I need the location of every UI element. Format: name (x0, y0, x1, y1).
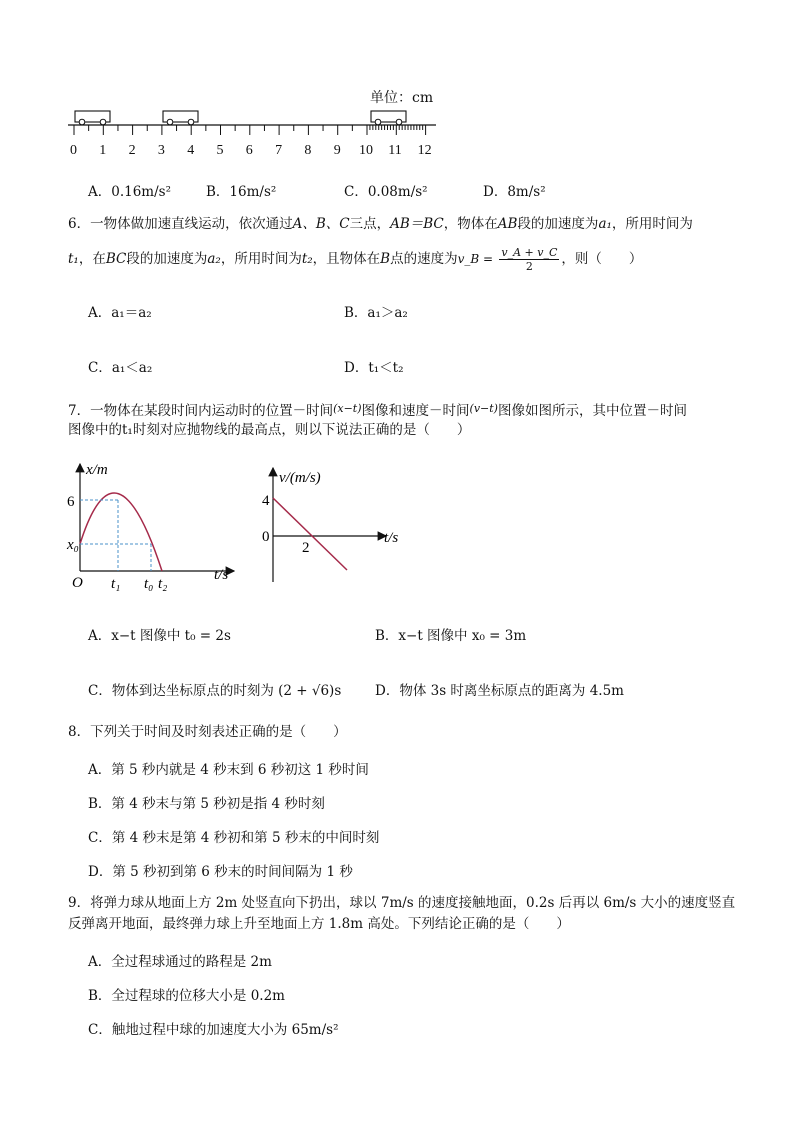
vt-label-4: 4 (262, 493, 270, 509)
q8-option-d: D．第 5 秒初到第 6 秒末的时间间隔为 1 秒 (88, 864, 353, 880)
ruler-tick-label: 12 (417, 143, 432, 158)
vt-label-0: 0 (262, 529, 270, 545)
cart-1 (75, 111, 110, 125)
xt-label-x0: x₀ (67, 537, 79, 553)
q9-option-b: B．全过程球的位移大小是 0.2m (88, 988, 285, 1004)
q5-option-b: B．16m/s² (206, 184, 277, 200)
vt-label-2: 2 (302, 540, 310, 556)
q9-option-a: A．全过程球通过的路程是 2m (88, 954, 272, 970)
xt-xlabel: t/s (214, 567, 229, 583)
ruler-tick-label: 7 (275, 143, 283, 158)
q9-line2: 反弹离开地面，最终弹力球上升至地面上方 1.8m 高处。下列结论正确的是（ ） (68, 916, 570, 932)
q7-option-d: D．物体 3s 时离坐标原点的距离为 4.5m (375, 683, 624, 699)
ruler-tick-label: 6 (245, 143, 253, 158)
vt-line (273, 498, 347, 570)
q6-line1: 6．一物体做加速直线运动，依次通过A、B、C三点，AB＝BC，物体在AB段的加速度为a₁，所用时间为 (68, 216, 693, 232)
xt-label-t2: t₂ (158, 576, 168, 592)
q8-option-a: A．第 5 秒内就是 4 秒末到 6 秒初这 1 秒时间 (88, 762, 369, 778)
q7-option-a: A．x−t 图像中 t₀ = 2s (88, 628, 231, 644)
vt-graph (256, 462, 416, 587)
cart-2 (163, 111, 198, 125)
q8-stem: 8．下列关于时间及时刻表述正确的是（ ） (68, 724, 347, 740)
q7-option-b: B．x−t 图像中 x₀ = 3m (375, 628, 527, 644)
xt-ylabel: x/m (86, 462, 108, 478)
ruler-tick-label: 3 (157, 143, 165, 158)
q8-option-c: C．第 4 秒末是第 4 秒初和第 5 秒末的中间时刻 (88, 830, 380, 846)
ruler-tick-label: 5 (216, 143, 224, 158)
q7-option-c: C．物体到达坐标原点的时刻为 (2 + √6)s (88, 683, 342, 699)
xt-label-t1: t₁ (111, 576, 121, 592)
xt-label-t0: t₀ (144, 576, 154, 592)
q6-option-b: B．a₁＞a₂ (344, 305, 408, 321)
ruler-tick-label: 4 (187, 143, 195, 158)
q9-option-c: C．触地过程中球的加速度大小为 65m/s² (88, 1022, 339, 1038)
q6-option-d: D．t₁＜t₂ (344, 360, 404, 376)
ruler-tick-label: 11 (388, 143, 402, 158)
ruler-tick-label: 10 (359, 143, 373, 158)
ruler-tick-label: 0 (70, 143, 77, 158)
q5-option-c: C．0.08m/s² (344, 184, 428, 200)
vt-xlabel: t/s (384, 530, 399, 546)
q6-line2: t₁，在BC段的加速度为a₂，所用时间为t₂，且物体在B点的速度为v_B = $\frac{v\_A + v\_C}{2}$ ，则（ ） (68, 246, 643, 273)
xt-graph (62, 458, 247, 593)
q6-fraction: $\frac{v\_A + v\_C}{2}$ (501, 246, 558, 273)
xt-parabola (80, 493, 162, 571)
q8-option-b: B．第 4 秒末与第 5 秒初是指 4 秒时刻 (88, 796, 325, 812)
xt-label-O: O (72, 575, 83, 591)
ruler-figure (60, 104, 450, 162)
q9-line1: 9．将弹力球从地面上方 2m 处竖直向下扔出，球以 7m/s 的速度接触地面，0.2s 后再以 6m/s 大小的速度竖直 (68, 895, 736, 911)
q7-line1: 7．一物体在某段时间内运动时的位置－时间$^{(x-t)}$图像和速度－时间$^{(v-t)}$图像如图所示，其中位置－时间 (68, 402, 687, 419)
cart-3 (371, 111, 406, 125)
q6-option-c: C．a₁＜a₂ (88, 360, 153, 376)
ruler-tick-label: 1 (99, 143, 107, 158)
q7-line2: 图像中的t₁时刻对应抛物线的最高点，则以下说法正确的是（ ） (68, 422, 471, 438)
ruler-unit-label: 单位：cm (370, 90, 434, 106)
ruler-tick-label: 2 (128, 143, 136, 158)
ruler-tick-label: 8 (304, 143, 312, 158)
vt-ylabel: v/(m/s) (279, 470, 321, 486)
q5-option-d: D．8m/s² (483, 184, 546, 200)
ruler-tick-label: 9 (333, 143, 341, 158)
xt-label-6: 6 (67, 494, 75, 510)
q6-option-a: A．a₁＝a₂ (88, 305, 152, 321)
q5-option-a: A．0.16m/s² (88, 184, 171, 200)
